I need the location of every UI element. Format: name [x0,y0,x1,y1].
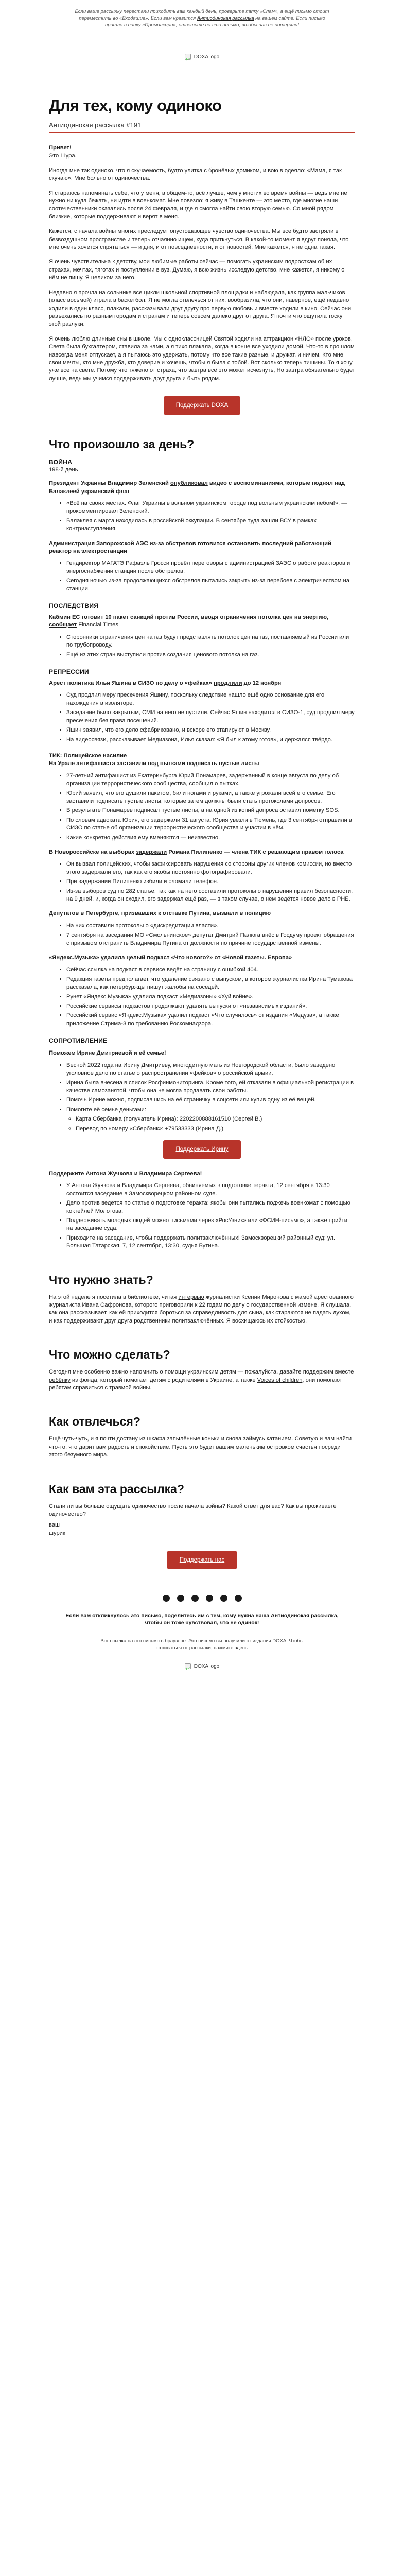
bullet-list [49,1062,355,1133]
news-item-link[interactable]: задержали [136,849,167,855]
bullet-list [49,772,355,842]
news-item-text: Кабмин ЕС готовит 10 пакет санкций против России, вводя ограничения потолка цен на энергию [49,614,327,621]
logo-bottom[interactable] [0,1660,404,1672]
list-item: • Дело против ведётся по статье о подготовке теракта: якобы они пытались поджечь военкомат с помощью коктейлей Молотова. [66,1199,355,1215]
bullet-list [49,922,355,947]
list-item: • Рунет «Яндекс.Музыка» удалила подкаст «Медиазоны» «Хуй войне». [66,993,355,1001]
bullet-list [49,634,355,659]
news-item-link[interactable]: опубликовал [170,480,208,487]
twitter-icon[interactable] [191,1595,199,1602]
feedback-button-wrap [49,1551,355,1569]
news-item-text: «Яндекс.Музыка» [49,955,99,961]
distract-heading: Как отвлечься? [49,1415,140,1429]
logo-alt-text: DOXA logo [194,1663,220,1669]
broken-image-icon [185,1663,191,1669]
intro-p4-link[interactable]: помогать [226,259,251,265]
support-doxa-button[interactable]: Поддержать DOXA [164,396,241,415]
do-heading: Что можно сделать? [49,1348,170,1362]
footer-small-a: Вот [100,1638,109,1645]
preheader-link[interactable]: Антиодинокая рассылка [197,15,254,21]
list-item: • В результате Понамарев подписал пустые листы, а на одной из копий допроса оставил пометку SOS. [66,807,355,815]
list-item: • «Всё на своих местах. Флаг Украины в вольном украинском городе под вольным украинским небом!», — прокомментировал Зеленский. [66,500,355,516]
list-item: • Сегодня ночью из-за продолжающихся обстрелов пытались закрыть из-за перебоев с электричеством на станции. [66,577,355,593]
intro-paragraph-4 [49,258,355,282]
news-item-link[interactable]: удалила [100,955,125,961]
do-text-b: из фонда, который помогает детям с родителями в Украине, а также [72,1377,256,1383]
list-item: ◦ Перевод по номеру «Сбербанк»: +79533333 (Ирина Д.) [76,1125,355,1133]
broken-image-icon [185,54,191,60]
do-paragraph [49,1368,355,1392]
list-item: • По словам адвоката Юрия, его задержали 31 августа. Юрия увезли в Тюмень, где 3 сентября отправили в СИЗО по статье об организации террористического сообщества и участии в нём. [66,817,355,833]
support-us-button[interactable]: Поддержать нас [167,1551,237,1569]
list-item: • 7 сентября на заседании МО «Смольнинское» депутат Дмитрий Палюга внёс в Госдуму проект обращения с призывом отстранить Владимира Путина от должности по причине государственной измены. [66,931,355,947]
news-item-text: Президент Украины Владимир Зеленский [49,480,169,487]
preheader-text: Если ваше рассылку перестали приходить вам каждый день, проверьте папку «Спам», а ещё письмо стоит переместить во «Входящие». Если вам нравится [75,9,329,21]
preheader-tail: на вашем сайте. Если письмо пришло в папку «Промоакции», ответьте на это письмо, чтобы нас не потеряли! [105,15,325,28]
bullet-list [49,860,355,903]
list-item: • Суд продлил меру пресечения Яшину, поскольку следствие нашло ещё одно основание для его нахождения в изоляторе. [66,691,355,707]
news-item-dmitrieva: Поможем Ирине Дмитриевой и её семье! [49,1050,166,1057]
do-link-a[interactable]: ребёнку [49,1377,71,1383]
news-item-tail: под пытками подписать пустые листы [148,760,259,767]
sanctions-label: ПОСЛЕДСТВИЯ [49,602,99,610]
news-item-source: Financial Times [78,622,118,629]
news-item-petersburg [49,910,355,918]
resistance-label: СОПРОТИВЛЕНИЕ [49,1037,108,1045]
footer-small-text [0,1638,404,1651]
bullet-list [49,560,355,593]
list-item: • Сейчас ссылка на подкаст в сервисе ведёт на страницу с ошибкой 404. [66,966,355,974]
news-item-tail: целый подкаст «Что нового?» от «Новой газеты. Европа» [126,955,292,961]
main-content [0,96,404,1569]
feedback-heading: Как вам эта рассылка? [49,1482,184,1496]
list-item: ◦ Карта Сбербанка (получатель Ирина): 2202200888161510 (Сергей В.) [76,1115,355,1123]
bullet-list [49,691,355,743]
list-item: • Из-за выборов суд по 282 статье, так как на него составили протоколы о нарушении правил безопасности, на 9 дней, и, когда он сходил, его задержал ещё раз, — в таком случае, о нём ведётся новое дело в РНБ. [66,888,355,904]
know-text-b: журналистки Ксении Миронова с мамой арестованного журналиста Ивана Сафронова, которого приговорили к 22 годам по делу о государственной измене. Я слушала, как она рассказывает, как ей приходится бороться за справедливость для сына, как стараются не падать духом, и как поддерживают друг друга родственники политзаключённых. Я восхищаюсь их стойкостью. [49,1294,354,1324]
signature [49,1521,355,1537]
intro-p4-text-a: Я очень чувствительна к детству, мои любимые работы сейчас — [49,259,225,265]
news-item-prisoners: Поддержите Антона Жучкова и Владимира Сергеева! [49,1170,202,1177]
do-text-c: , они помогают ребятам справиться с травмой войны. [49,1377,342,1392]
news-item-link[interactable]: сообщает [49,622,77,629]
repressions-label: РЕПРЕССИИ [49,668,89,676]
intro-paragraph-2: Я стараюсь напоминать себе, что у меня, в общем-то, всё лучше, чем у многих во время войны — ведь мне не нужно ни куда бежать, ни идти в военкомат. Мне повезло: я живу в Ташкенте — это место, где многие наши соотечественники оказались после 24 февраля, и где я смогла найти свою вторую семью. Со мной рядом близкие, которые поддерживают и верят в меня. [49,190,347,220]
distract-paragraph: Ещё чуть-чуть, и я почти достану из шкафа запылённые коньки и снова займусь катанием. Советую и вам найти что-то, что дарит вам радость и спокойствие. Пусть это будет вашим маленьким островком счастья посреди этого безумного мира. [49,1436,352,1459]
intro-paragraph-3: Кажется, с начала войны многих преследует опустошающее чувство одиночества. Мы все будто застряли в безвоздушном пространстве и теперь отчаянно ищем, куда приткнуться. В какой-то момент я вдруг поняла, что мне очень хочется спрятаться — и дня, и от повседневности, и от новостей. Мне кажется, я не одна такая. [49,228,349,251]
instagram-icon[interactable] [220,1595,227,1602]
list-item-text: Помогите её семье деньгами: [66,1106,146,1113]
logo-top[interactable] [0,51,404,62]
signature-line-2: шурик [49,1530,65,1536]
news-item-zelensky [49,480,355,496]
list-item: • Сторонники ограничения цен на газ будут представлять потолок цен на газ, поставляемый из России или по трубопроводу. [66,634,355,650]
news-item-link[interactable]: заставили [116,760,147,767]
list-item: • Российские сервисы подкастов продолжают удалять выпуски от «независимых изданий». [66,1003,355,1010]
footer-small-b: на это письмо в браузере. Это письмо вы получили от издания DOXA. Чтобы отписаться от рассылки, нажмите [127,1638,304,1651]
list-item: • Яшин заявил, что его дело сфабриковано, и вскоре его этапируют в Москву. [66,726,355,734]
do-link-b[interactable]: Voices of children [257,1377,303,1383]
news-item-text: На Урале антифашиста [49,760,115,767]
feedback-paragraph: Стали ли вы больше ощущать одиночество после начала войны? Какой ответ для вас? Как вы проживаете одиночество? [49,1503,337,1518]
irina-button-wrap [49,1140,355,1159]
news-item-text: Администрация Запорожской АЭС из-за обстрелов [49,540,196,547]
list-item [66,1106,355,1133]
war-label: ВОЙНА [49,459,73,466]
vk-icon[interactable] [163,1595,170,1602]
telegram-icon[interactable] [177,1595,184,1602]
know-text-a: На этой неделе я посетила в библиотеке, читая [49,1294,177,1300]
news-item-tail: видео с воспоминаниями, которые поднял над Балаклеей украинский флаг [49,480,345,495]
news-item-tail: до 12 ноября [243,680,282,687]
youtube-icon[interactable] [206,1595,213,1602]
list-item: • Ещё из этих стран выступили против создания ценового потолка на газ. [66,651,355,659]
news-item-link[interactable]: вызвали в полицию [213,910,271,917]
news-item-yashin [49,680,355,687]
greeting: Привет! [49,145,72,151]
list-item: • Гендиректор МАГАТЭ Рафаэль Гросси провёл переговоры с администрацией ЗАЭС о работе реакторов и энергоснабжении станции после обстрелов. [66,560,355,575]
list-item: • У Антона Жучкова и Владимира Сергеева, обвиняемых в подготовке теракта, 12 сентября в 13:30 состоится заседание в Замоскворецком районном суде. [66,1182,355,1198]
signature-line-1: ваш [49,1522,60,1529]
news-item-text: В Новороссийске на выборах [49,849,135,855]
know-link[interactable]: интервью [178,1294,204,1300]
browser-link[interactable]: ссылка [110,1638,127,1645]
do-text-a: Сегодня мне особенно важно напомнить о помощи украинским детям — пожалуйста, давайте поддержим вместе [49,1369,354,1376]
news-item-tail: Романа Пилипенко — члена ТИК с решающим правом голоса [168,849,344,855]
intro-p4-text-b: украинским подросткам об их страхах, мечтах, тяготах и поступлении в вуз. Думаю, я всю жизнь исследую детство, мне кажется, я никому о нём не пишу. Я целиком за него. [49,259,345,281]
war-date: 198-й день [49,467,78,473]
list-item: • 27-летний антифашист из Екатеринбурга Юрий Понамарев, задержанный в конце августа по делу об организации террористического сообщества, сообщил о пытках. [66,772,355,788]
know-paragraph [49,1294,355,1326]
news-item-link[interactable]: готовится [197,540,226,547]
list-item: • Весной 2022 года на Ирину Дмитриеву, многодетную мать из Новгородской области, было заведено уголовное дело по статье о распространении «фейков» о российской армии. [66,1062,355,1078]
list-item: • Российский сервис «Яндекс.Музыка» удалил подкаст «Что случилось» от издания «Медуза», а также приложение Стрима-3 по требованию Роскомнадзора. [66,1012,355,1028]
list-item: • Ирина была внесена в список Росфинмониторинга. Кроме того, ей отказали в официальной регистрации в качестве самозанятой, чтобы она не могла продавать свои работы. [66,1079,355,1095]
bullet-list [49,1182,355,1250]
news-item-tail: остановить последний работающий реактор на электростанции [49,540,331,554]
list-item: • Приходите на заседание, чтобы поддержать политзаключённых! Замоскворецкий районный суд: ул. Большая Татарская, 7, 12 сентября, 13:30, судья Бутина. [66,1234,355,1250]
list-item: • Какие конкретно действия ему вменяются — неизвестно. [66,834,355,842]
news-item-novorossiysk [49,849,355,856]
preheader [0,0,404,28]
logo-alt-text: DOXA logo [194,54,220,60]
intro-paragraph-6: Я очень люблю длинные сны в школе. Мы с одноклассницей Святой ходили на аттракцион «НЛО» после уроков, Света была бухгалтером, ставила за нами, а я тихо плакала, когда в конце все уходили домой. Что-то в прошлом навсегда меня отпускает, а я пытаюсь это удержать, потому что все такие разные, и дружат, и ничем. Кто мне свои мечты, кто мне дружба, кто доверие и хочешь, чтобы я была с тобой. Вот сколько теперь тишины. То я хочу уже все на свете. Потому что тяжело от страха, что завтра всё это может исчезнуть, Но завтра обязательно будет лучше, ведь мы учимся поддерживать друг друга и быть рядом. [49,335,355,382]
facebook-icon[interactable] [235,1595,242,1602]
list-item: • Редакция газеты предполагает, что удаление связано с выпуском, в котором журналистка Ирина Тумакова рассказала, как петербуржцы пишут жалобы на соседей. [66,976,355,992]
list-item: • Поддерживать молодых людей можно письмами через «РосУзник» или «ФСИН-письмо», а также прийти на заседание суда. [66,1217,355,1233]
tik-label: ТИК: Полицейское насилие [49,752,127,759]
list-item: • Заседание было закрытым, СМИ на него не пустили. Сейчас Яшин находится в СИЗО-1, суд продлил меру пресечения без права посещений. [66,709,355,725]
news-heading: Что произошло за день? [49,437,195,451]
page-title: Для тех, кому одиноко [49,96,222,114]
news-item-sanctions: Кабмин ЕС готовит 10 пакет санкций против России, вводя ограничения потолка цен на энергию, сообщает Financial Times [49,614,329,629]
support-irina-button[interactable]: Поддержать Ирину [163,1140,240,1159]
bullet-list [49,500,355,533]
intro-paragraph-1: Иногда мне так одиноко, что я скучаемость, будто улитка с бронёвых домиком, и вою в одеяло: «Мама, я так скучаю». Мне больно от одиночества. [49,167,342,182]
sub-bullet-list [66,1115,355,1133]
list-item: • Балаклея с марта находилась в российской оккупации. В сентябре туда зашли ВСУ в рамках контрнаступления. [66,517,355,533]
support-button-wrap [49,396,355,415]
news-item-zaes [49,540,355,556]
news-item-text: Депутатов в Петербурге, призвавших к отставке Путина, [49,910,212,917]
list-item: • Помочь Ирине можно, подписавшись на её страничку в соцсети или купив одну из её вещей. [66,1096,355,1104]
unsubscribe-link[interactable]: здесь [234,1645,248,1651]
bullet-list [49,966,355,1028]
news-item-yandex [49,954,355,962]
know-heading: Что нужно знать? [49,1273,153,1286]
social-icons [0,1595,404,1602]
intro-paragraph-5: Недавно я прочла на сольнике все цикли школьной спортивной площадки и наблюдала, как группа мальчиков (класс восьмой) играла в баскетбол. Я не могла отвлечься от них: вообразила, что они, наверное, ещё недавно ходили в один класс, плакали, рассказывали друг другу про первую любовь и вместе ходили в кино. Сейчас они разъехались по разным городам и странам и теперь совсем далеко друг от друга. Я почти что ощутила тоску этой разлуки. [49,289,352,328]
list-item: • При задержании Пилипенко избили и сломали телефон. [66,878,355,886]
news-item-text: Арест политика Ильи Яшина в СИЗО по делу о «фейках» [49,680,212,687]
news-item-antifa [49,760,355,768]
footer-share-text: Если вам откликнулось это письмо, поделитесь им с тем, кому нужна наша Антиодинокая рассылка, чтобы он тоже чувствовал, что не одинок! [65,1613,339,1626]
list-item: • Юрий заявил, что его душили пакетом, били ногами и руками, а также угрожали всей его семье. Его заставили подписать пустые листы, которые затем должны были стать протоколами допросов. [66,790,355,806]
list-item: • На видеосвязи, рассказывает Медиазона, Илья сказал: «Я был к этому готов», и держался твёрдо. [66,736,355,744]
greeting-sign: Это Шура. [49,152,77,159]
list-item: • На них составили протоколы о «дискредитации власти». [66,922,355,930]
issue-label: Антиодинокая рассылка #191 [49,121,355,133]
news-item-link[interactable]: продлили [214,680,242,687]
list-item: • Он вызвал полицейских, чтобы зафиксировать нарушения со стороны других членов комиссии, но вместо этого задержали его, так как его якобы постоянно фотографировали. [66,860,355,876]
